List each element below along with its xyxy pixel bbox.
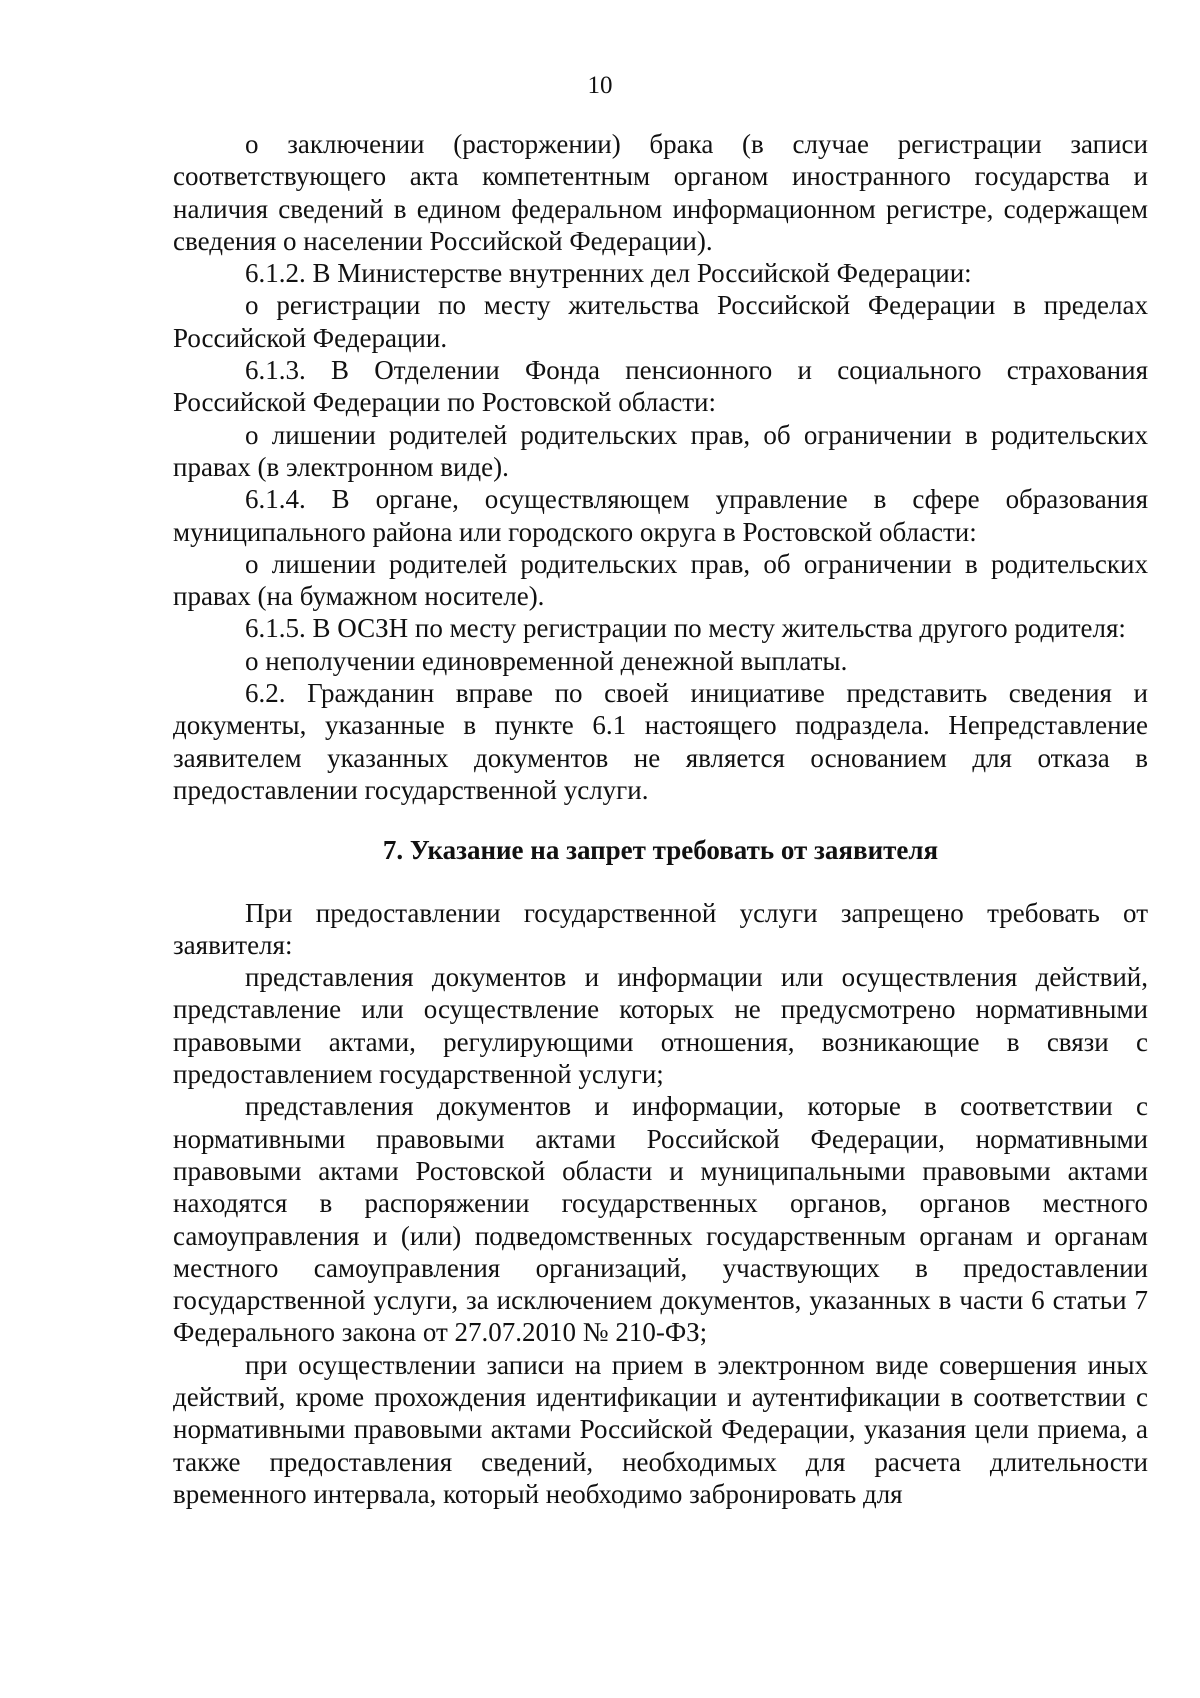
paragraph: о лишении родителей родительских прав, об ограничении в родительских правах (на бумажном носителе). <box>173 548 1148 612</box>
paragraph: о регистрации по месту жительства Российской Федерации в пределах Российской Федерации. <box>173 290 1148 353</box>
document-body <box>173 128 1148 1510</box>
paragraph: о неполучении единовременной денежной выплаты. <box>245 645 848 676</box>
page-number: 10 <box>587 72 613 99</box>
paragraph: о заключении (расторжении) брака (в случае регистрации записи соответствующего акта компетентным органом иностранного государства и наличия сведений в едином федеральном информационном регистре, содержащем сведения о населении Российской Федерации). <box>173 129 1148 256</box>
paragraph: 6.1.2. В Министерстве внутренних дел Российской Федерации: <box>245 258 972 289</box>
paragraph: представления документов и информации или осуществления действий, представление или осуществление которых не предусмотрено нормативными правовыми актами, регулирующими отношения, возникающие в связи с предоставлением государственной услуги; <box>173 962 1148 1090</box>
paragraph: При предоставлении государственной услуги запрещено требовать от заявителя: <box>173 897 1148 960</box>
paragraph: о лишении родителей родительских прав, об ограничении в родительских правах (в электронном виде). <box>173 419 1148 482</box>
paragraph: 6.2. Гражданин вправе по своей инициативе представить сведения и документы, указанные в пункте 6.1 настоящего подраздела. Непредставление заявителем указанных документов не является основанием для отказа в предоставлении государственной услуги. <box>173 678 1148 805</box>
paragraph: представления документов и информации, которые в соответствии с нормативными правовыми актами Российской Федерации, нормативными правовыми актами Ростовской области и муниципальными правовыми актами находятся в распоряжении государственных органов, органов местного самоуправления и (или) подведомственных государственным органам и органам местного самоуправления организаций, участвующих в предоставлении государственной услуги, за исключением документов, указанных в части 6 статьи 7 Федерального закона от 27.07.2010 № 210-ФЗ; <box>173 1091 1148 1348</box>
paragraph: при осуществлении записи на прием в электронном виде совершения иных действий, кроме прохождения идентификации и аутентификации в соответствии с нормативными правовыми актами Российской Федерации, указания цели приема, а также предоставления сведений, необходимых для расчета длительности временного интервала, который необходимо забронировать для <box>173 1349 1148 1509</box>
paragraph: 6.1.4. В органе, осуществляющем управление в сфере образования муниципального района или городского округа в Ростовской области: <box>173 484 1148 547</box>
paragraph: 6.1.5. В ОСЗН по месту регистрации по месту жительства другого родителя: <box>245 613 1126 644</box>
paragraph: 6.1.3. В Отделении Фонда пенсионного и социального страхования Российской Федерации по Ростовской области: <box>173 355 1148 418</box>
section-heading: 7. Указание на запрет требовать от заявителя <box>382 835 939 866</box>
